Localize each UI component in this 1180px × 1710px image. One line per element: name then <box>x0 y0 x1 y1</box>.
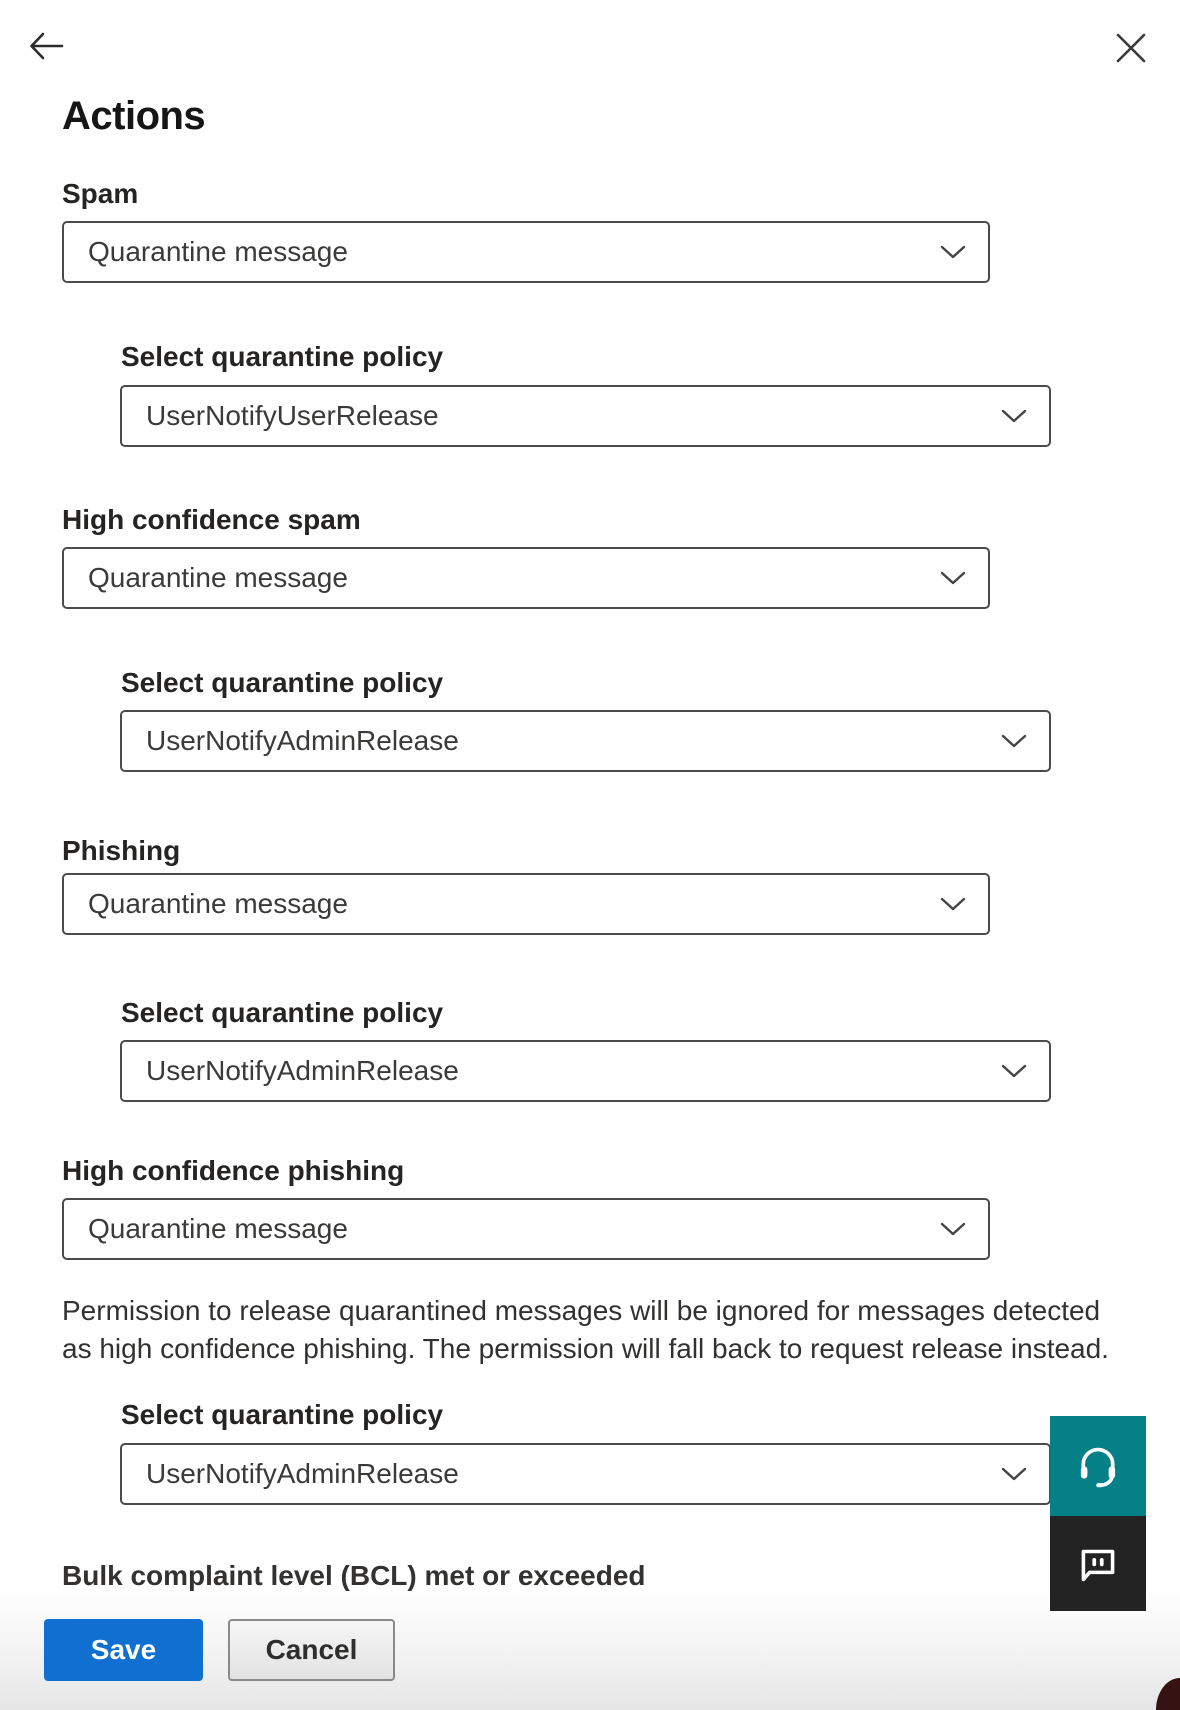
chevron-down-icon <box>940 244 966 260</box>
cancel-button[interactable]: Cancel <box>228 1619 395 1681</box>
close-button[interactable] <box>1114 31 1148 65</box>
back-arrow-icon <box>26 28 66 64</box>
field-label-high-confidence-phishing: High confidence phishing <box>62 1155 405 1186</box>
field-label-spam: Spam <box>62 178 139 209</box>
bulk-complaint-level-heading: Bulk complaint level (BCL) met or exceeded <box>62 1560 646 1591</box>
high-confidence-phishing-note: Permission to release quarantined messages will be ignored for messages detected as high confidence phishing. The permission will fall back to request release instead. <box>62 1295 1109 1364</box>
chevron-down-icon <box>940 1221 966 1237</box>
help-button[interactable] <box>1050 1416 1146 1516</box>
high-confidence-phishing-quarantine-policy-dropdown[interactable] <box>120 1443 1051 1505</box>
dropdown-value: Quarantine message <box>88 562 348 593</box>
chat-bubble-icon <box>1073 1539 1123 1589</box>
phishing-quarantine-policy-dropdown[interactable] <box>120 1040 1051 1102</box>
field-label-high-confidence-spam: High confidence spam <box>62 504 361 535</box>
help-rail <box>1050 1416 1146 1611</box>
headset-icon <box>1072 1440 1124 1492</box>
field-label-quarantine-policy-phishing: Select quarantine policy <box>121 997 444 1028</box>
spam-quarantine-policy-dropdown[interactable] <box>120 385 1051 447</box>
save-button[interactable]: Save <box>44 1619 203 1681</box>
close-icon <box>1114 31 1148 65</box>
chevron-down-icon <box>1001 1466 1027 1482</box>
dropdown-value: Quarantine message <box>88 888 348 919</box>
chevron-down-icon <box>1001 733 1027 749</box>
phishing-action-dropdown[interactable] <box>62 873 990 935</box>
back-button[interactable] <box>26 28 66 64</box>
dropdown-value: Quarantine message <box>88 1213 348 1244</box>
field-label-phishing: Phishing <box>62 835 181 866</box>
field-label-quarantine-policy-spam: Select quarantine policy <box>121 341 444 372</box>
dropdown-value: UserNotifyAdminRelease <box>146 1055 459 1086</box>
footer-bar <box>0 1592 1180 1710</box>
spam-action-dropdown[interactable] <box>62 221 990 283</box>
high-confidence-spam-quarantine-policy-dropdown[interactable] <box>120 710 1051 772</box>
dropdown-value: UserNotifyUserRelease <box>146 400 439 431</box>
page-title: Actions <box>62 94 206 138</box>
high-confidence-spam-action-dropdown[interactable] <box>62 547 990 609</box>
chevron-down-icon <box>1001 1063 1027 1079</box>
field-label-quarantine-policy-hcs: Select quarantine policy <box>121 667 444 698</box>
chevron-down-icon <box>1001 408 1027 424</box>
field-label-quarantine-policy-hcp: Select quarantine policy <box>121 1399 444 1430</box>
chevron-down-icon <box>940 896 966 912</box>
dropdown-value: UserNotifyAdminRelease <box>146 725 459 756</box>
chevron-down-icon <box>940 570 966 586</box>
dropdown-value: UserNotifyAdminRelease <box>146 1458 459 1489</box>
dropdown-value: Quarantine message <box>88 236 348 267</box>
feedback-button[interactable] <box>1050 1516 1146 1611</box>
high-confidence-phishing-action-dropdown[interactable] <box>62 1198 990 1260</box>
